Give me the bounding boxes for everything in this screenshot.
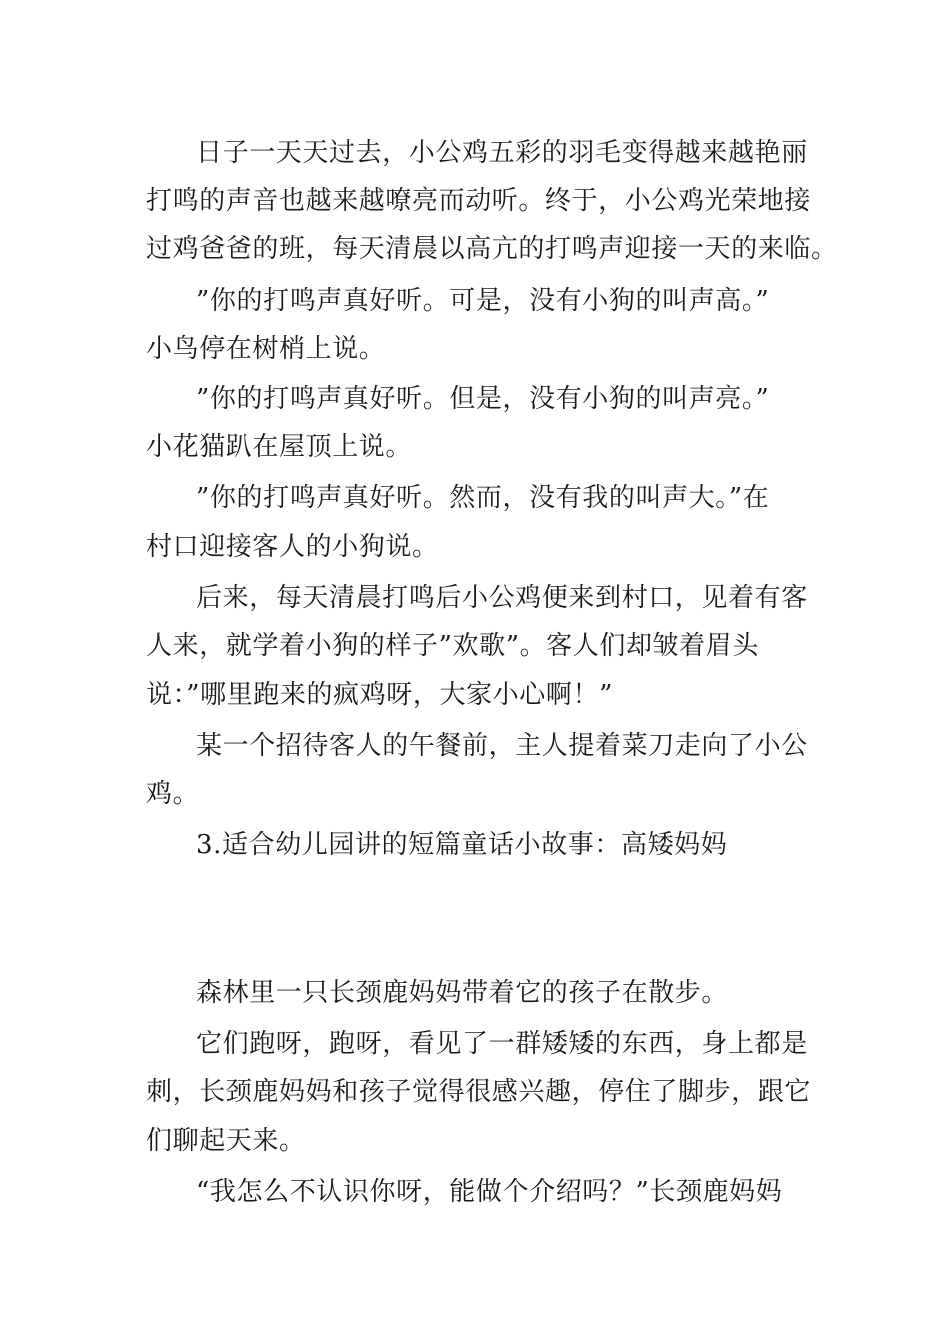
paragraph-line: “我怎么不认识你呀，能做个介绍吗？”长颈鹿妈妈 bbox=[196, 1177, 783, 1207]
paragraph-line: 日子一天天过去，小公鸡五彩的羽毛变得越来越艳丽 bbox=[196, 138, 808, 168]
paragraph-line: 刺，长颈鹿妈妈和孩子觉得很感兴趣，停住了脚步，跟它 bbox=[146, 1077, 812, 1107]
paragraph-line: 某一个招待客人的午餐前，主人提着菜刀走向了小公 bbox=[196, 731, 808, 761]
paragraph-line: 鸡。 bbox=[146, 779, 200, 809]
paragraph-line: 村口迎接客人的小狗说。 bbox=[146, 532, 439, 562]
section-heading: 3.适合幼儿园讲的短篇童话小故事：高矮妈妈 bbox=[196, 830, 728, 860]
paragraph-line: 们聊起天来。 bbox=[146, 1126, 306, 1156]
paragraph-line: 小花猫趴在屋顶上说。 bbox=[146, 432, 413, 462]
paragraph-line: 过鸡爸爸的班，每天清晨以高亢的打鸣声迎接一天的来临。 bbox=[146, 234, 838, 264]
paragraph-line: 森林里一只长颈鹿妈妈带着它的孩子在散步。 bbox=[196, 978, 729, 1008]
paragraph-line: 它们跑呀，跑呀，看见了一群矮矮的东西，身上都是 bbox=[196, 1029, 808, 1059]
paragraph-line: ”你的打鸣声真好听。但是，没有小狗的叫声亮。” bbox=[196, 384, 770, 414]
paragraph-line: 小鸟停在树梢上说。 bbox=[146, 334, 386, 364]
paragraph-line: 后来，每天清晨打鸣后小公鸡便来到村口，见着有客 bbox=[196, 583, 808, 613]
paragraph-line: 打鸣的声音也越来越嘹亮而动听。终于，小公鸡光荣地接 bbox=[146, 186, 812, 216]
paragraph-line: 人来，就学着小狗的样子”欢歌”。客人们却皱着眉头 bbox=[146, 631, 759, 661]
paragraph-line: 说：”哪里跑来的疯鸡呀，大家小心啊！” bbox=[146, 680, 613, 710]
paragraph-line: ”你的打鸣声真好听。可是，没有小狗的叫声高。” bbox=[196, 286, 770, 316]
paragraph-line: ”你的打鸣声真好听。然而，没有我的叫声大。”在 bbox=[196, 483, 770, 513]
